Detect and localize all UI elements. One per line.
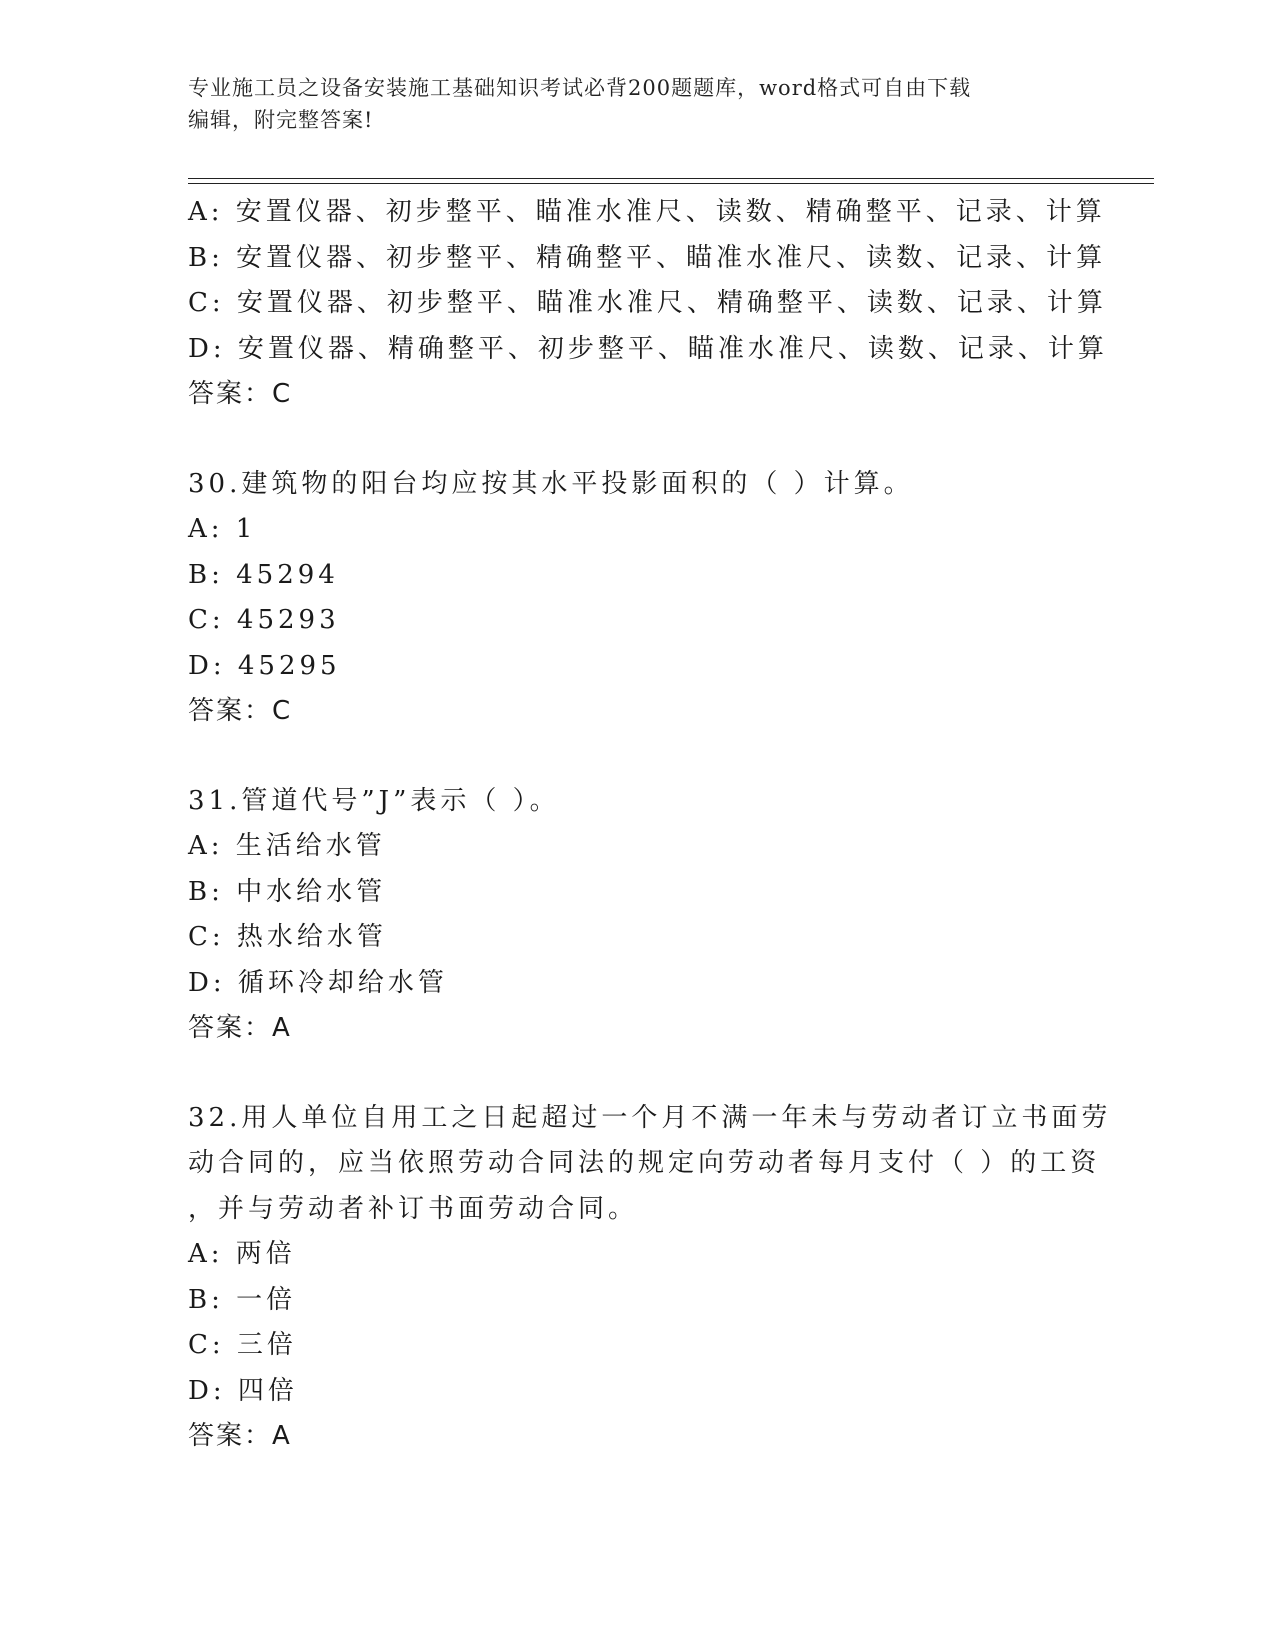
question-text: 30.建筑物的阳台均应按其水平投影面积的（ ）计算。 [188, 468, 914, 499]
answer: 答案：C [188, 379, 293, 409]
question-text-line-2: 动合同的，应当依照劳动合同法的规定向劳动者每月支付（ ）的工资 [188, 1148, 1101, 1178]
option-b: B: 安置仪器、初步整平、精确整平、瞄准水准尺、读数、记录、计算 [188, 242, 1107, 273]
header-divider [188, 178, 1154, 184]
question-text: 31.管道代号”J”表示（ ）。 [188, 785, 560, 816]
option-b: B: 45294 [188, 559, 339, 590]
option-c: C: 热水给水管 [188, 922, 387, 952]
header-line-1: 专业施工员之设备安装施工基础知识考试必背200题题库，word格式可自由下载 [188, 76, 972, 100]
option-a: A: 两倍 [188, 1239, 296, 1269]
header-line-2: 编辑，附完整答案! [188, 108, 374, 132]
answer: 答案：C [188, 696, 293, 726]
question-29 [188, 190, 1108, 418]
answer: 答案：A [188, 1421, 292, 1451]
question-text-line-3: ，并与劳动者补订书面劳动合同。 [188, 1193, 639, 1224]
option-c: C: 三倍 [188, 1330, 297, 1360]
option-c: C: 45293 [188, 605, 340, 635]
option-a: A: 生活给水管 [188, 831, 386, 861]
question-list [188, 190, 1112, 1460]
option-b: B: 一倍 [188, 1284, 297, 1315]
option-a: A: 1 [188, 514, 257, 544]
question-32 [188, 1096, 1112, 1460]
document-header [188, 72, 1068, 136]
option-d: D: 循环冷却给水管 [188, 967, 448, 998]
option-c: C: 安置仪器、初步整平、瞄准水准尺、精确整平、读数、记录、计算 [188, 288, 1107, 318]
option-d: D: 四倍 [188, 1375, 298, 1406]
option-a: A: 安置仪器、初步整平、瞄准水准尺、读数、精确整平、记录、计算 [188, 197, 1106, 227]
question-30 [188, 462, 1088, 735]
question-text-line-1: 32.用人单位自用工之日起超过一个月不满一年未与劳动者订立书面劳 [188, 1102, 1112, 1133]
answer: 答案：A [188, 1013, 292, 1043]
option-d: D: 45295 [188, 650, 341, 681]
question-31 [188, 779, 1088, 1052]
option-b: B: 中水给水管 [188, 876, 387, 907]
option-d: D: 安置仪器、精确整平、初步整平、瞄准水准尺、读数、记录、计算 [188, 333, 1108, 364]
